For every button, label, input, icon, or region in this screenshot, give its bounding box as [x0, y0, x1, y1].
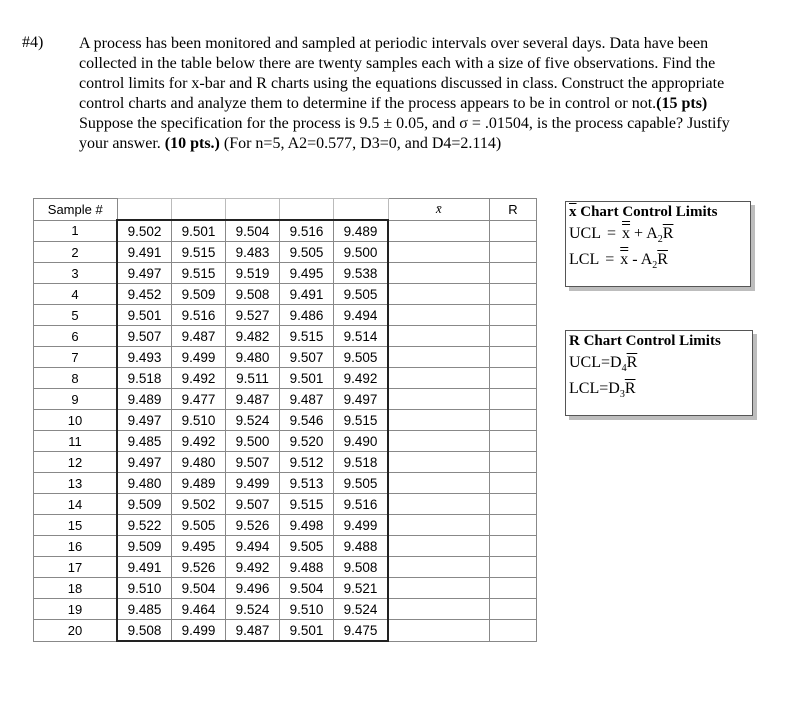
observation-cell: 9.512 — [280, 452, 334, 473]
observation-cell: 9.501 — [280, 620, 334, 642]
equals-sign: = — [599, 380, 609, 397]
observation-cell: 9.487 — [280, 389, 334, 410]
xbar-cell[interactable] — [388, 263, 490, 284]
range-cell[interactable] — [490, 599, 537, 620]
sample-number-cell: 12 — [34, 452, 118, 473]
observation-cell: 9.518 — [334, 452, 389, 473]
table-row — [34, 473, 537, 494]
observation-cell: 9.495 — [172, 536, 226, 557]
observation-cell: 9.483 — [226, 242, 280, 263]
observation-cell: 9.493 — [117, 347, 172, 368]
table-row — [34, 536, 537, 557]
xbar-cell[interactable] — [388, 431, 490, 452]
observation-cell: 9.488 — [334, 536, 389, 557]
observation-cell: 9.502 — [172, 494, 226, 515]
observation-cell: 9.507 — [280, 347, 334, 368]
observation-cell: 9.518 — [117, 368, 172, 389]
prompt-spec-text: Suppose the specification for the process is 9.5 ± 0.05, and σ = .01504, is the process capable? Justify your answer. — [79, 115, 730, 152]
header-r: R — [490, 199, 537, 221]
observation-cell: 9.508 — [334, 557, 389, 578]
table-row — [34, 347, 537, 368]
xbar-cell[interactable] — [388, 410, 490, 431]
observation-cell: 9.519 — [226, 263, 280, 284]
observation-cell: 9.480 — [172, 452, 226, 473]
xbarbar-symbol: x — [620, 251, 629, 268]
d-letter: D — [608, 380, 620, 397]
sample-number-cell: 16 — [34, 536, 118, 557]
observation-cell: 9.526 — [172, 557, 226, 578]
observation-cell: 9.500 — [226, 431, 280, 452]
sample-number-cell: 9 — [34, 389, 118, 410]
observation-cell: 9.489 — [117, 389, 172, 410]
table-row — [34, 599, 537, 620]
table-row — [34, 368, 537, 389]
observation-cell: 9.499 — [172, 347, 226, 368]
observation-cell: 9.492 — [172, 431, 226, 452]
observation-cell: 9.515 — [172, 242, 226, 263]
sample-number-cell: 15 — [34, 515, 118, 536]
range-cell[interactable] — [490, 368, 537, 389]
observation-cell: 9.508 — [226, 284, 280, 305]
observation-cell: 9.491 — [117, 557, 172, 578]
observation-cell: 9.515 — [280, 326, 334, 347]
observation-cell: 9.489 — [172, 473, 226, 494]
observation-cell: 9.508 — [117, 620, 172, 642]
xbar-lcl-formula — [569, 247, 750, 273]
r-control-limits-box — [565, 330, 753, 416]
observation-cell: 9.504 — [226, 220, 280, 242]
observation-cell: 9.504 — [280, 578, 334, 599]
observation-cell: 9.497 — [117, 452, 172, 473]
observation-cell: 9.489 — [334, 220, 389, 242]
observation-cell: 9.497 — [117, 263, 172, 284]
observation-cell: 9.505 — [334, 284, 389, 305]
table-row — [34, 220, 537, 242]
table-header-row — [34, 199, 537, 221]
range-cell[interactable] — [490, 515, 537, 536]
observation-cell: 9.504 — [172, 578, 226, 599]
minus-sign: - — [632, 251, 638, 268]
observation-cell: 9.494 — [334, 305, 389, 326]
sample-number-cell: 7 — [34, 347, 118, 368]
observation-cell: 9.509 — [117, 494, 172, 515]
points-part2: (10 pts.) — [160, 135, 220, 152]
observation-cell: 9.501 — [172, 220, 226, 242]
observation-cell: 9.516 — [280, 220, 334, 242]
a-subscript: 2 — [657, 234, 663, 246]
observation-cell: 9.507 — [226, 452, 280, 473]
range-cell[interactable] — [490, 473, 537, 494]
xbar-symbol: $\overline{x}$ — [569, 204, 577, 220]
observation-cell: 9.510 — [172, 410, 226, 431]
observation-cell: 9.538 — [334, 263, 389, 284]
range-cell[interactable] — [490, 220, 537, 242]
observation-cell: 9.521 — [334, 578, 389, 599]
observation-cell: 9.499 — [172, 620, 226, 642]
lcl-label: LCL — [569, 380, 600, 397]
observation-cell: 9.509 — [117, 536, 172, 557]
xbar-cell[interactable] — [388, 515, 490, 536]
range-cell[interactable] — [490, 242, 537, 263]
observation-cell: 9.492 — [226, 557, 280, 578]
observation-cell: 9.516 — [334, 494, 389, 515]
table-row — [34, 263, 537, 284]
range-cell[interactable] — [490, 578, 537, 599]
observation-cell: 9.500 — [334, 242, 389, 263]
observation-cell: 9.507 — [117, 326, 172, 347]
r-lcl-formula — [569, 376, 752, 402]
sample-number-cell: 6 — [34, 326, 118, 347]
observation-cell: 9.524 — [334, 599, 389, 620]
table-row — [34, 431, 537, 452]
header-blank — [280, 199, 334, 221]
observation-cell: 9.491 — [117, 242, 172, 263]
sample-number-cell: 8 — [34, 368, 118, 389]
xbar-cell[interactable] — [388, 326, 490, 347]
sample-number-cell: 17 — [34, 557, 118, 578]
observation-cell: 9.501 — [280, 368, 334, 389]
table-row — [34, 515, 537, 536]
a-subscript: 2 — [652, 260, 658, 272]
observation-cell: 9.498 — [280, 515, 334, 536]
range-cell[interactable] — [490, 452, 537, 473]
xbar-cell[interactable] — [388, 557, 490, 578]
equals-sign: = — [601, 354, 611, 371]
observation-cell: 9.487 — [226, 620, 280, 642]
xbar-cell[interactable] — [388, 242, 490, 263]
range-cell[interactable] — [490, 557, 537, 578]
xbar-cell[interactable] — [388, 305, 490, 326]
range-cell[interactable] — [490, 389, 537, 410]
xbar-cell[interactable] — [388, 599, 490, 620]
observation-cell: 9.488 — [280, 557, 334, 578]
header-blank — [172, 199, 226, 221]
sample-number-cell: 3 — [34, 263, 118, 284]
rbar-symbol: $\overline{R}$ — [626, 354, 638, 371]
observation-cell: 9.497 — [334, 389, 389, 410]
observation-cell: 9.491 — [280, 284, 334, 305]
a-letter: A — [640, 251, 653, 268]
observation-cell: 9.515 — [280, 494, 334, 515]
observation-cell: 9.480 — [226, 347, 280, 368]
observation-cell: 9.464 — [172, 599, 226, 620]
range-cell[interactable] — [490, 347, 537, 368]
lcl-label: LCL — [569, 251, 600, 268]
table-row — [34, 452, 537, 473]
a2-symbol — [646, 225, 663, 246]
equals-sign: = — [607, 225, 617, 242]
observation-cell: 9.505 — [280, 242, 334, 263]
observation-cell: 9.499 — [226, 473, 280, 494]
observation-cell: 9.475 — [334, 620, 389, 642]
header-xbar: x̄ — [388, 199, 490, 221]
observation-cell: 9.494 — [226, 536, 280, 557]
xbar-cell[interactable] — [388, 452, 490, 473]
observation-cell: 9.490 — [334, 431, 389, 452]
xbar-cell[interactable] — [388, 368, 490, 389]
observation-cell: 9.487 — [226, 389, 280, 410]
rbar-symbol: $\overline{R}$ — [657, 251, 668, 268]
sample-data-table — [33, 198, 537, 642]
range-cell[interactable] — [490, 326, 537, 347]
observation-cell: 9.514 — [334, 326, 389, 347]
range-cell[interactable] — [490, 305, 537, 326]
observation-cell: 9.524 — [226, 599, 280, 620]
observation-cell: 9.513 — [280, 473, 334, 494]
observation-cell: 9.527 — [226, 305, 280, 326]
rbar-symbol: $\overline{R}$ — [624, 380, 636, 397]
observation-cell: 9.492 — [172, 368, 226, 389]
observation-cell: 9.502 — [117, 220, 172, 242]
xbarbar-symbol: x — [622, 225, 631, 242]
observation-cell: 9.511 — [226, 368, 280, 389]
table-row — [34, 620, 537, 642]
xbar-cell[interactable] — [388, 620, 490, 642]
observation-cell: 9.546 — [280, 410, 334, 431]
table-row — [34, 242, 537, 263]
observation-cell: 9.486 — [280, 305, 334, 326]
observation-cell: 9.515 — [172, 263, 226, 284]
observation-cell: 9.510 — [117, 578, 172, 599]
xbar-control-limits-box — [565, 201, 751, 287]
observation-cell: 9.516 — [172, 305, 226, 326]
prompt-params-text: (For n=5, A2=0.577, D3=0, and D4=2.114) — [219, 135, 502, 152]
range-cell[interactable] — [490, 536, 537, 557]
a2-symbol — [640, 251, 658, 272]
sample-number-cell: 2 — [34, 242, 118, 263]
observation-cell: 9.524 — [226, 410, 280, 431]
header-blank — [117, 199, 172, 221]
observation-cell: 9.505 — [334, 473, 389, 494]
question-number: #4) — [22, 34, 44, 51]
table-row — [34, 389, 537, 410]
range-cell[interactable] — [490, 494, 537, 515]
xbar-cell[interactable] — [388, 284, 490, 305]
table-row — [34, 326, 537, 347]
xbar-cell[interactable] — [388, 536, 490, 557]
header-sample: Sample # — [34, 199, 118, 221]
range-cell[interactable] — [490, 620, 537, 642]
observation-cell: 9.520 — [280, 431, 334, 452]
observation-cell: 9.507 — [226, 494, 280, 515]
observation-cell: 9.510 — [280, 599, 334, 620]
table-row — [34, 557, 537, 578]
sample-number-cell: 14 — [34, 494, 118, 515]
sample-number-cell: 20 — [34, 620, 118, 642]
sample-number-cell: 5 — [34, 305, 118, 326]
table-row — [34, 578, 537, 599]
sample-number-cell: 1 — [34, 220, 118, 242]
observation-cell: 9.509 — [172, 284, 226, 305]
xbar-cell[interactable] — [388, 578, 490, 599]
d4-subscript: 4 — [621, 363, 627, 375]
xbar-ucl-formula — [569, 221, 750, 247]
table-row — [34, 410, 537, 431]
observation-cell: 9.485 — [117, 599, 172, 620]
xbar-cell[interactable] — [388, 347, 490, 368]
range-cell[interactable] — [490, 284, 537, 305]
r-limits-title: R Chart Control Limits — [569, 333, 721, 349]
question-prompt — [79, 34, 739, 154]
observation-cell: 9.487 — [172, 326, 226, 347]
observation-cell: 9.480 — [117, 473, 172, 494]
observation-cell: 9.477 — [172, 389, 226, 410]
observation-cell: 9.482 — [226, 326, 280, 347]
observation-cell: 9.526 — [226, 515, 280, 536]
range-cell[interactable] — [490, 431, 537, 452]
xbar-cell[interactable] — [388, 494, 490, 515]
observation-cell: 9.485 — [117, 431, 172, 452]
sample-number-cell: 11 — [34, 431, 118, 452]
rbar-symbol: $\overline{R}$ — [662, 225, 674, 242]
points-part1: (15 pts) — [656, 95, 708, 112]
observation-cell: 9.452 — [117, 284, 172, 305]
sample-number-cell: 4 — [34, 284, 118, 305]
observation-cell: 9.505 — [334, 347, 389, 368]
observation-cell: 9.492 — [334, 368, 389, 389]
table-row — [34, 494, 537, 515]
sample-number-cell: 13 — [34, 473, 118, 494]
equals-sign: = — [605, 251, 615, 268]
xbar-cell[interactable] — [388, 473, 490, 494]
xbar-limits-title — [569, 204, 750, 221]
sample-number-cell: 19 — [34, 599, 118, 620]
prompt-main-text: A process has been monitored and sampled at periodic intervals over several days. Data have been collected in the table below there are twenty samples each with a size of five observations. Find the control limits for x-bar and R charts using the equations discussed in class. Construct the appropriate control charts and analyze them to determine if the process appears to be in control or not. — [79, 35, 725, 112]
observation-cell: 9.496 — [226, 578, 280, 599]
observation-cell: 9.499 — [334, 515, 389, 536]
range-cell[interactable] — [490, 263, 537, 284]
d3-subscript: 3 — [619, 389, 625, 401]
range-cell[interactable] — [490, 410, 537, 431]
observation-cell: 9.497 — [117, 410, 172, 431]
observation-cell: 9.505 — [280, 536, 334, 557]
xbar-cell[interactable] — [388, 389, 490, 410]
observation-cell: 9.505 — [172, 515, 226, 536]
sample-number-cell: 18 — [34, 578, 118, 599]
xbar-title-text: Chart Control Limits — [576, 204, 718, 220]
ucl-label: UCL — [569, 354, 601, 371]
sample-number-cell: 10 — [34, 410, 118, 431]
d-letter: D — [610, 354, 622, 371]
table-row — [34, 305, 537, 326]
observation-cell: 9.515 — [334, 410, 389, 431]
ucl-label: UCL — [569, 225, 601, 242]
observation-cell: 9.495 — [280, 263, 334, 284]
r-ucl-formula — [569, 350, 752, 376]
observation-cell: 9.522 — [117, 515, 172, 536]
xbar-cell[interactable] — [388, 220, 490, 242]
header-blank — [334, 199, 389, 221]
table-row — [34, 284, 537, 305]
observation-cell: 9.501 — [117, 305, 172, 326]
plus-sign: + — [634, 225, 644, 242]
a-letter: A — [646, 225, 658, 242]
header-blank — [226, 199, 280, 221]
